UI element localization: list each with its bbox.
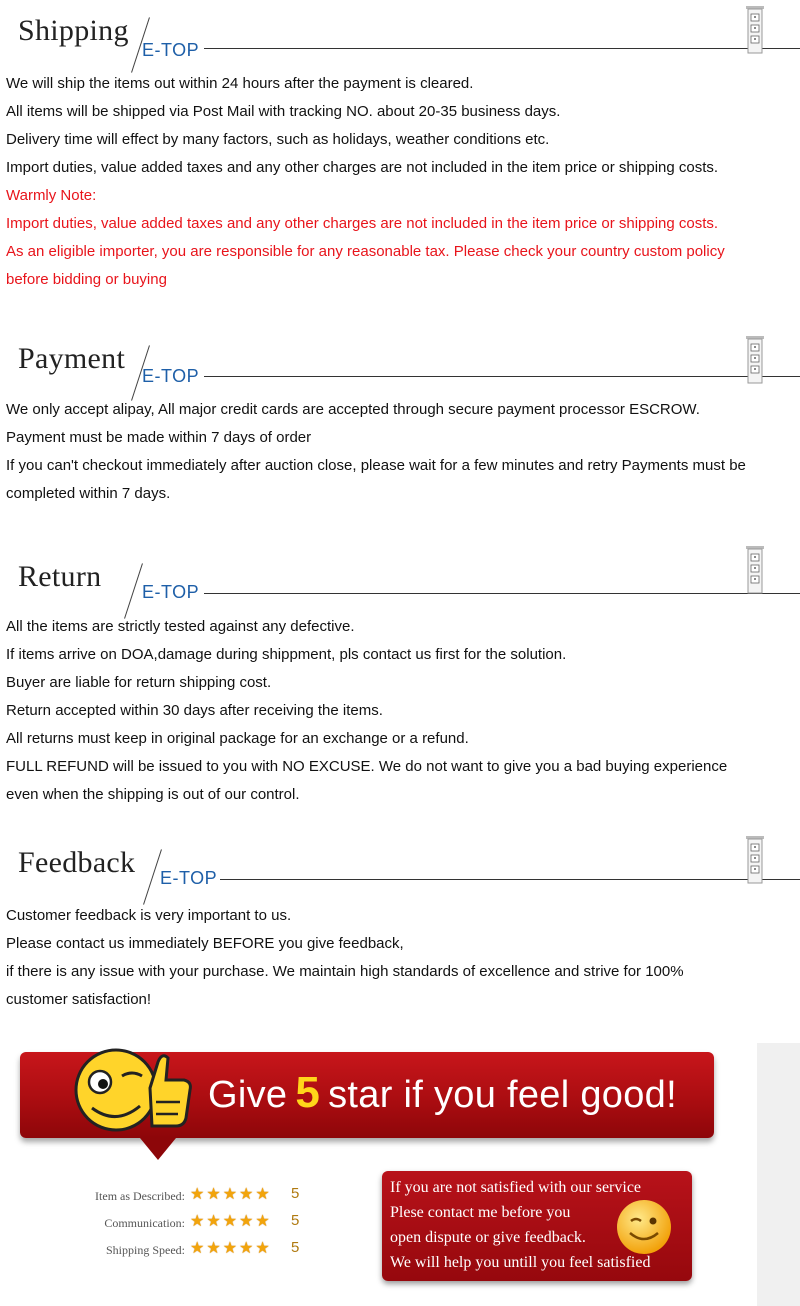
socket-tower-icon — [744, 6, 766, 54]
policy-line: Warmly Note: — [6, 187, 97, 204]
banner-pointer — [140, 1138, 176, 1160]
rating-score: 5 — [291, 1212, 300, 1229]
section-body — [6, 70, 725, 294]
banner-text — [208, 1068, 677, 1118]
rating-stars-icon: ★★★★★ — [190, 1186, 272, 1203]
satisfaction-notice — [382, 1171, 692, 1281]
section-title: Feedback — [18, 846, 136, 879]
section-header — [0, 830, 800, 900]
satisfaction-text — [390, 1175, 650, 1275]
section-header — [0, 330, 800, 400]
policy-line: Import duties, value added taxes and any other charges are not included in the item price or shipping costs. — [6, 215, 719, 232]
policy-section-shipping — [0, 0, 800, 288]
section-title: Return — [18, 560, 102, 593]
satisfaction-line: open dispute or give feedback. — [390, 1229, 586, 1246]
section-title: Shipping — [18, 14, 129, 47]
policy-line: If items arrive on DOA,damage during shippment, pls contact us first for the solution. — [6, 646, 567, 663]
policy-line: Please contact us immediately BEFORE you give feedback, — [6, 935, 404, 952]
policy-line: Return accepted within 30 days after receiving the items. — [6, 702, 383, 719]
section-header — [0, 0, 800, 70]
policy-line: before bidding or buying — [6, 271, 167, 288]
policy-section-feedback — [0, 830, 800, 1008]
section-body — [6, 613, 727, 809]
policy-line: completed within 7 days. — [6, 485, 171, 502]
side-strip — [757, 1043, 800, 1306]
header-rule — [204, 376, 800, 377]
section-body — [6, 396, 746, 508]
section-header — [0, 540, 800, 610]
policy-line: We only accept alipay, All major credit cards are accepted through secure payment processor ESCROW. — [6, 401, 700, 418]
header-divider-slash — [124, 563, 143, 618]
policy-line: customer satisfaction! — [6, 991, 152, 1008]
section-body — [6, 902, 684, 1014]
winking-smiley-icon — [614, 1197, 674, 1257]
rating-label: Shipping Speed: — [105, 1243, 185, 1257]
banner-star-count: 5 — [295, 1068, 321, 1117]
brand-label: E-TOP — [142, 366, 200, 386]
policy-line: Buyer are liable for return shipping cost. — [6, 674, 272, 691]
policy-line: If you can't checkout immediately after auction close, please wait for a few minutes and retry Payments must be — [6, 457, 746, 474]
brand-label: E-TOP — [142, 40, 200, 60]
policy-line: Payment must be made within 7 days of order — [6, 429, 312, 446]
rating-score: 5 — [291, 1185, 300, 1202]
thumbs-up-smiley-icon — [64, 1030, 194, 1150]
header-rule — [204, 593, 800, 594]
policy-line: All items will be shipped via Post Mail with tracking NO. about 20-35 business days. — [6, 103, 561, 120]
brand-label: E-TOP — [142, 582, 200, 602]
five-star-banner — [20, 1052, 714, 1138]
policy-line: FULL REFUND will be issued to you with NO EXCUSE. We do not want to give you a bad buying experience — [6, 758, 728, 775]
policy-line: even when the shipping is out of our control. — [6, 786, 300, 803]
socket-tower-icon — [744, 546, 766, 594]
satisfaction-line: Plese contact me before you — [390, 1204, 571, 1221]
policy-line: All the items are strictly tested against any defective. — [6, 618, 355, 635]
brand-label: E-TOP — [160, 868, 218, 888]
policy-line: All returns must keep in original package for an exchange or a refund. — [6, 730, 469, 747]
policy-line: Delivery time will effect by many factors, such as holidays, weather conditions etc. — [6, 131, 550, 148]
socket-tower-icon — [744, 336, 766, 384]
satisfaction-line: If you are not satisfied with our service — [390, 1179, 642, 1196]
rating-stars-icon: ★★★★★ — [190, 1240, 272, 1257]
socket-tower-icon — [744, 836, 766, 884]
satisfaction-line: We will help you untill you feel satisfied — [390, 1254, 651, 1271]
rating-label: Communication: — [104, 1216, 185, 1230]
policy-line: As an eligible importer, you are responsible for any reasonable tax. Please check your country custom policy — [6, 243, 725, 260]
rating-label: Item as Described: — [95, 1189, 185, 1203]
header-rule — [204, 48, 800, 49]
policy-line: We will ship the items out within 24 hours after the payment is cleared. — [6, 75, 474, 92]
rating-score: 5 — [291, 1239, 300, 1256]
banner-text-post: star if you feel good! — [328, 1074, 677, 1116]
section-title: Payment — [18, 342, 126, 375]
rating-stars-icon: ★★★★★ — [190, 1213, 272, 1230]
banner-text-pre: Give — [208, 1074, 288, 1116]
policy-line: Customer feedback is very important to us. — [6, 907, 292, 924]
policy-section-return — [0, 540, 800, 803]
policy-section-payment — [0, 330, 800, 502]
policy-line: if there is any issue with your purchase. We maintain high standards of excellence and strive for 100% — [6, 963, 684, 980]
header-rule — [220, 879, 800, 880]
policy-line: Import duties, value added taxes and any other charges are not included in the item price or shipping costs. — [6, 159, 719, 176]
